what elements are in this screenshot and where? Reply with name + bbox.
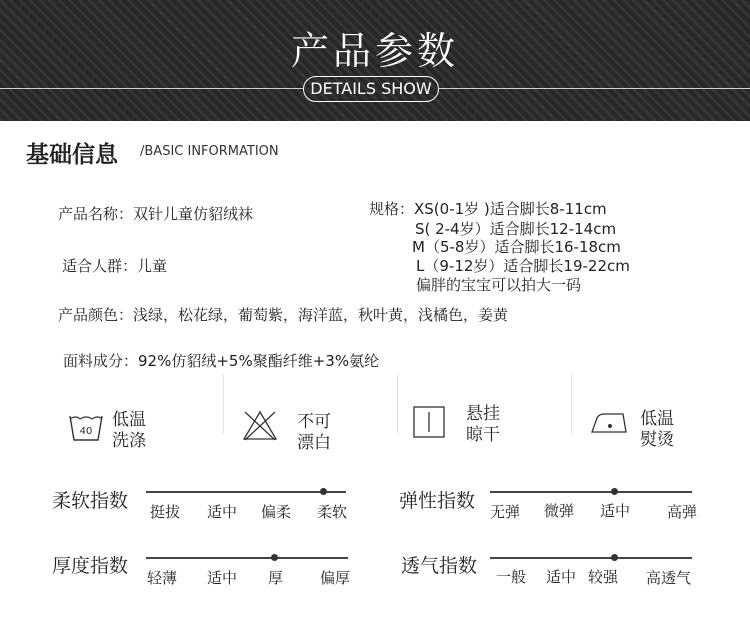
spec-line-5: 偏胖的宝宝可以拍大一码	[416, 276, 582, 294]
softness-tick: 偏柔	[261, 503, 292, 521]
target-audience: 适合人群：儿童	[62, 257, 168, 275]
softness-index-title: 柔软指数	[52, 490, 129, 512]
fabric-composition: 面料成分：92%仿貂绒+5%聚酯纤维+3%氨纶	[63, 352, 380, 370]
elasticity-tick: 无弹	[490, 503, 521, 521]
hang-dry-icon	[412, 405, 446, 439]
care-divider	[571, 374, 572, 434]
spec-line-1: 规格：XS(0-1岁 )适合脚长8-11cm	[369, 200, 607, 218]
thickness-tick: 轻薄	[147, 569, 178, 587]
details-show-badge: DETAILS SHOW	[303, 76, 439, 102]
breathability-scale-line	[490, 557, 692, 559]
care-label-dry: 悬挂 晾干	[466, 404, 500, 445]
breathability-tick: 一般	[496, 568, 527, 586]
thickness-tick: 适中	[207, 569, 238, 587]
softness-scale-marker	[320, 488, 327, 495]
product-colors: 产品颜色：浅绿，松花绿，葡萄紫，海洋蓝，秋叶黄，浅橘色，姜黄	[58, 306, 509, 324]
elasticity-tick: 适中	[600, 502, 631, 520]
care-label-bleach: 不可 漂白	[297, 412, 331, 453]
thickness-tick: 偏厚	[320, 569, 351, 587]
care-label-wash: 低温 洗涤	[112, 410, 146, 451]
care-divider	[223, 374, 224, 434]
breathability-tick: 高透气	[646, 569, 692, 587]
thickness-tick: 厚	[268, 569, 284, 587]
softness-scale-line	[146, 491, 346, 493]
care-label-iron: 低温 熨烫	[640, 409, 674, 450]
no-bleach-icon	[241, 408, 279, 442]
section-title: 基础信息	[26, 142, 118, 168]
wash-temp-label: 40	[79, 426, 93, 437]
thickness-scale-line	[146, 557, 348, 559]
spec-line-3: M（5-8岁）适合脚长16-18cm	[412, 238, 621, 256]
softness-tick: 挺拔	[150, 503, 181, 521]
spec-line-2: S( 2-4岁）适合脚长12-14cm	[415, 220, 617, 238]
product-name: 产品名称：双针儿童仿貂绒袜	[58, 205, 254, 223]
thickness-index-title: 厚度指数	[52, 555, 129, 577]
softness-tick: 适中	[207, 503, 238, 521]
section-subtitle: /BASIC INFORMATION	[140, 144, 279, 159]
elasticity-index-title: 弹性指数	[399, 490, 476, 512]
breathability-scale-marker	[611, 554, 618, 561]
low-iron-icon	[589, 410, 629, 436]
elasticity-scale-marker	[611, 488, 618, 495]
page-title: 产品参数	[290, 29, 459, 73]
breathability-tick: 较强	[588, 568, 619, 586]
thickness-scale-marker	[271, 554, 278, 561]
elasticity-tick: 高弹	[667, 503, 698, 521]
divider-left	[0, 88, 303, 89]
header-banner	[0, 0, 750, 121]
care-divider	[397, 374, 398, 434]
elasticity-scale-line	[490, 491, 692, 493]
wash-40-icon	[68, 413, 104, 443]
spec-line-4: L（9-12岁）适合脚长19-22cm	[416, 257, 630, 275]
breathability-index-title: 透气指数	[401, 555, 478, 577]
breathability-tick: 适中	[546, 568, 577, 586]
elasticity-tick: 微弹	[544, 502, 575, 520]
divider-right	[439, 88, 750, 89]
softness-tick: 柔软	[317, 503, 348, 521]
